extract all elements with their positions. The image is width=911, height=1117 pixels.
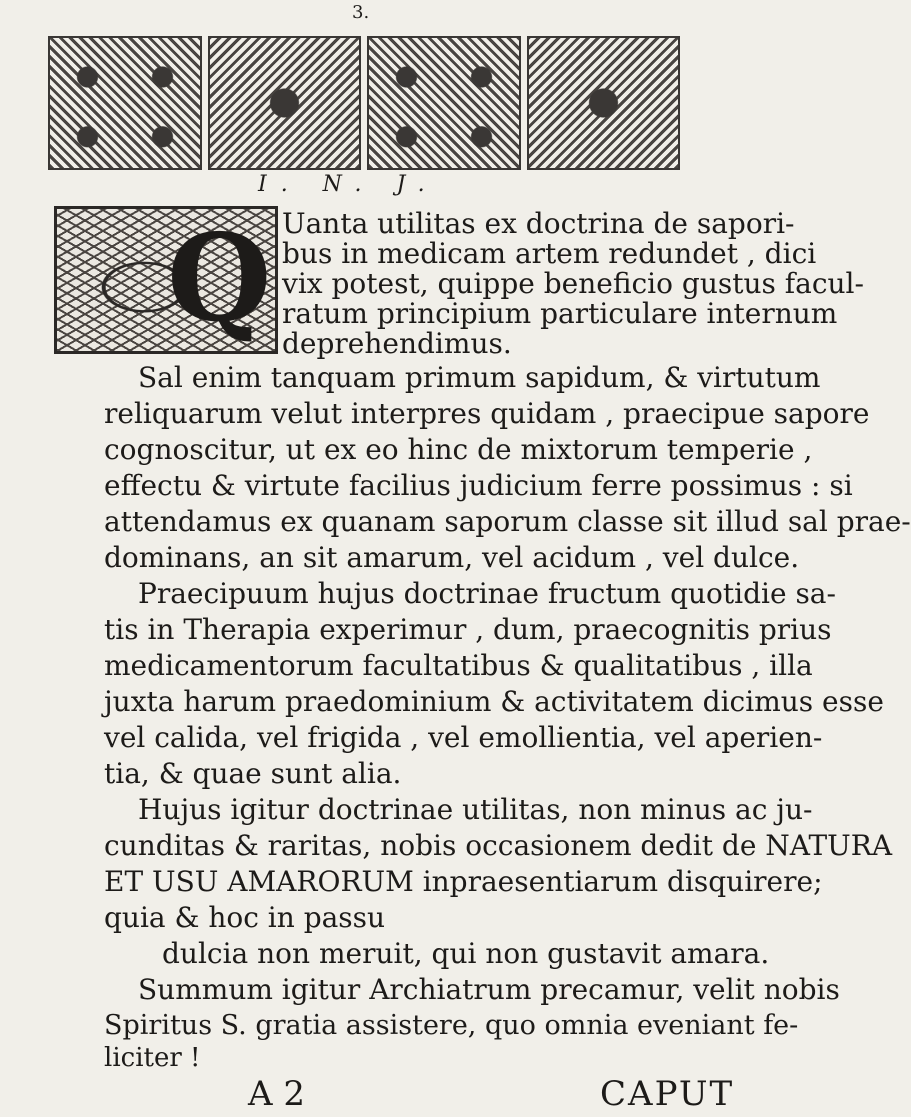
headpiece-ornament-1 (48, 36, 202, 170)
text-line: Praecipuum hujus doctrinae fructum quotidie sa- (138, 577, 836, 610)
text-line: quia & hoc in passu (104, 901, 386, 934)
text-line: liciter ! (104, 1043, 201, 1073)
text-line: attendamus ex quanam saporum classe sit illud sal prae- (104, 505, 911, 538)
headpiece-ornament-4 (527, 36, 681, 170)
text-line: Uanta utilitas ex doctrina de sapori- (282, 207, 795, 240)
text-line: cognoscitur, ut ex eo hinc de mixtorum temperie , (104, 433, 813, 466)
text-line: ratum principium particulare internum (282, 297, 838, 330)
text-line: reliquarum velut interpres quidam , praecipue sapore (104, 397, 870, 430)
text-line: tis in Therapia experimur , dum, praecognitis prius (104, 613, 832, 646)
catchword: CAPUT (600, 1074, 735, 1114)
page-heading: I. N. J. (258, 172, 439, 197)
signature-mark: A 2 (248, 1074, 305, 1114)
text-line: vix potest, quippe beneficio gustus facul- (282, 267, 864, 300)
text-line: effectu & virtute facilius judicium ferre possimus : si (104, 469, 853, 502)
decorated-initial (54, 206, 278, 354)
text-line: dulcia non meruit, qui non gustavit amara. (162, 937, 770, 970)
text-line: Sal enim tanquam primum sapidum, & virtutum (138, 361, 821, 394)
headpiece-ornament-3 (367, 36, 521, 170)
page-number: 3. (352, 2, 370, 23)
headpiece-ornament-2 (208, 36, 362, 170)
text-line: Hujus igitur doctrinae utilitas, non minus ac ju- (138, 793, 813, 826)
text-line: Spiritus S. gratia assistere, quo omnia eveniant fe- (104, 1010, 799, 1041)
text-line: vel calida, vel frigida , vel emollientia, vel aperien- (104, 721, 823, 754)
decorative-headpiece (48, 36, 680, 170)
text-line: ET USU AMARORUM inpraesentiarum disquirere; (104, 865, 823, 898)
text-line: bus in medicam artem redundet , dici (282, 237, 817, 270)
text-line: dominans, an sit amarum, vel acidum , vel dulce. (104, 541, 800, 574)
text-line: deprehendimus. (282, 327, 512, 360)
text-line: medicamentorum facultatibus & qualitatibus , illa (104, 649, 813, 682)
initial-letter: Q (167, 208, 272, 349)
text-line: tia, & quae sunt alia. (104, 757, 402, 790)
text-line: juxta harum praedominium & activitatem dicimus esse (104, 685, 884, 718)
text-line: Summum igitur Archiatrum precamur, velit nobis (138, 973, 840, 1006)
text-line: cunditas & raritas, nobis occasionem dedit de NATURA (104, 829, 893, 862)
